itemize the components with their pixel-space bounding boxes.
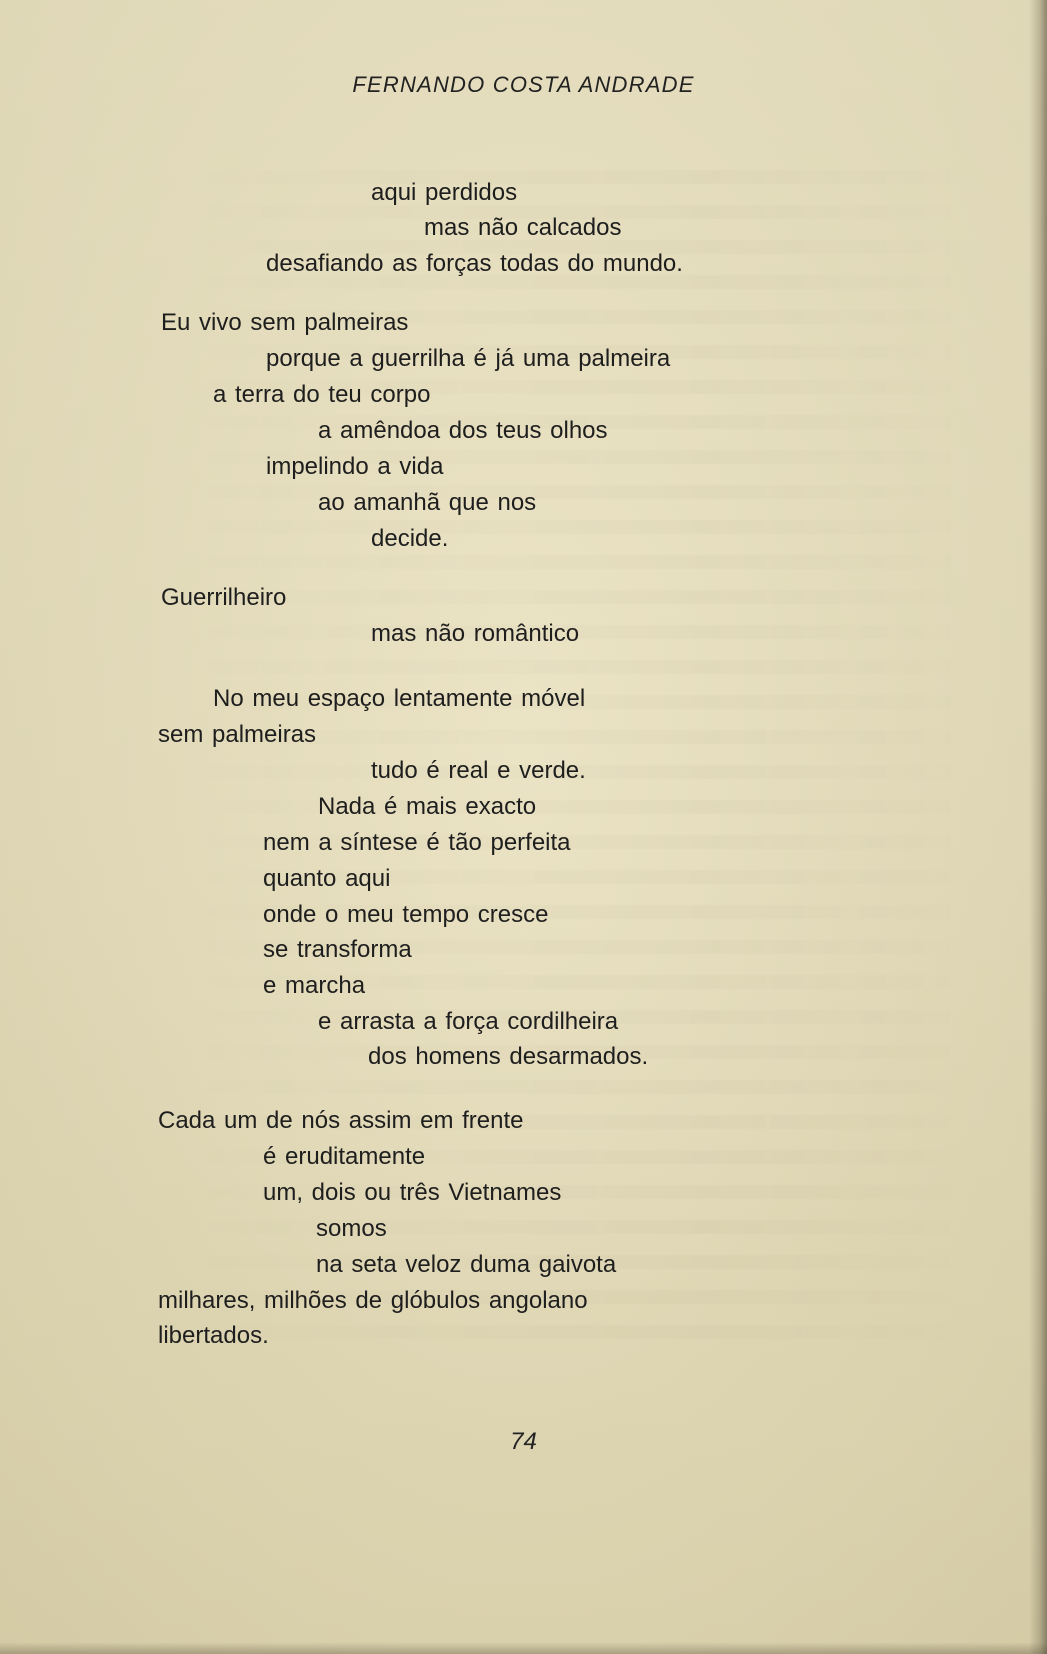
- poem-line: Eu vivo sem palmeiras: [161, 309, 409, 336]
- poem-line: onde o meu tempo cresce: [263, 901, 549, 928]
- poem-line: impelindo a vida: [266, 453, 444, 480]
- poem-line: milhares, milhões de glóbulos angolano: [158, 1287, 588, 1314]
- poem-line: quanto aqui: [263, 865, 391, 892]
- poem-line: se transforma: [263, 936, 412, 963]
- poem-line: dos homens desarmados.: [368, 1043, 649, 1070]
- page-bottom-shadow: [0, 1642, 1047, 1654]
- poem-line: aqui perdidos: [371, 179, 518, 206]
- poem-line: desafiando as forças todas do mundo.: [266, 250, 683, 277]
- page-edge-shadow: [1029, 0, 1047, 1654]
- poem-line: decide.: [371, 525, 449, 552]
- poem-line: sem palmeiras: [158, 721, 317, 748]
- poem-line: ao amanhã que nos: [318, 489, 537, 516]
- poem-line: Cada um de nós assim em frente: [158, 1107, 524, 1134]
- poem-line: somos: [316, 1215, 387, 1242]
- poem-line: nem a síntese é tão perfeita: [263, 829, 571, 856]
- poem-line: porque a guerrilha é já uma palmeira: [266, 345, 671, 372]
- poem-line: a amêndoa dos teus olhos: [318, 417, 608, 444]
- poem-line: mas não calcados: [424, 214, 622, 241]
- running-header-author: FERNANDO COSTA ANDRADE: [352, 72, 695, 97]
- poem-line: a terra do teu corpo: [213, 381, 431, 408]
- poem-line: na seta veloz duma gaivota: [316, 1251, 617, 1278]
- poem-line: Guerrilheiro: [161, 584, 287, 611]
- poem-line: um, dois ou três Vietnames: [263, 1179, 562, 1206]
- poem-line: e arrasta a força cordilheira: [318, 1008, 619, 1035]
- poem-line: é eruditamente: [263, 1143, 426, 1170]
- poem-line: mas não romântico: [371, 620, 580, 647]
- poem-line: No meu espaço lentamente móvel: [213, 685, 586, 712]
- page-number: 74: [510, 1428, 537, 1455]
- poem-line: Nada é mais exacto: [318, 793, 537, 820]
- poem-line: tudo é real e verde.: [371, 757, 586, 784]
- poem-line: libertados.: [158, 1322, 269, 1349]
- poem-line: e marcha: [263, 972, 366, 999]
